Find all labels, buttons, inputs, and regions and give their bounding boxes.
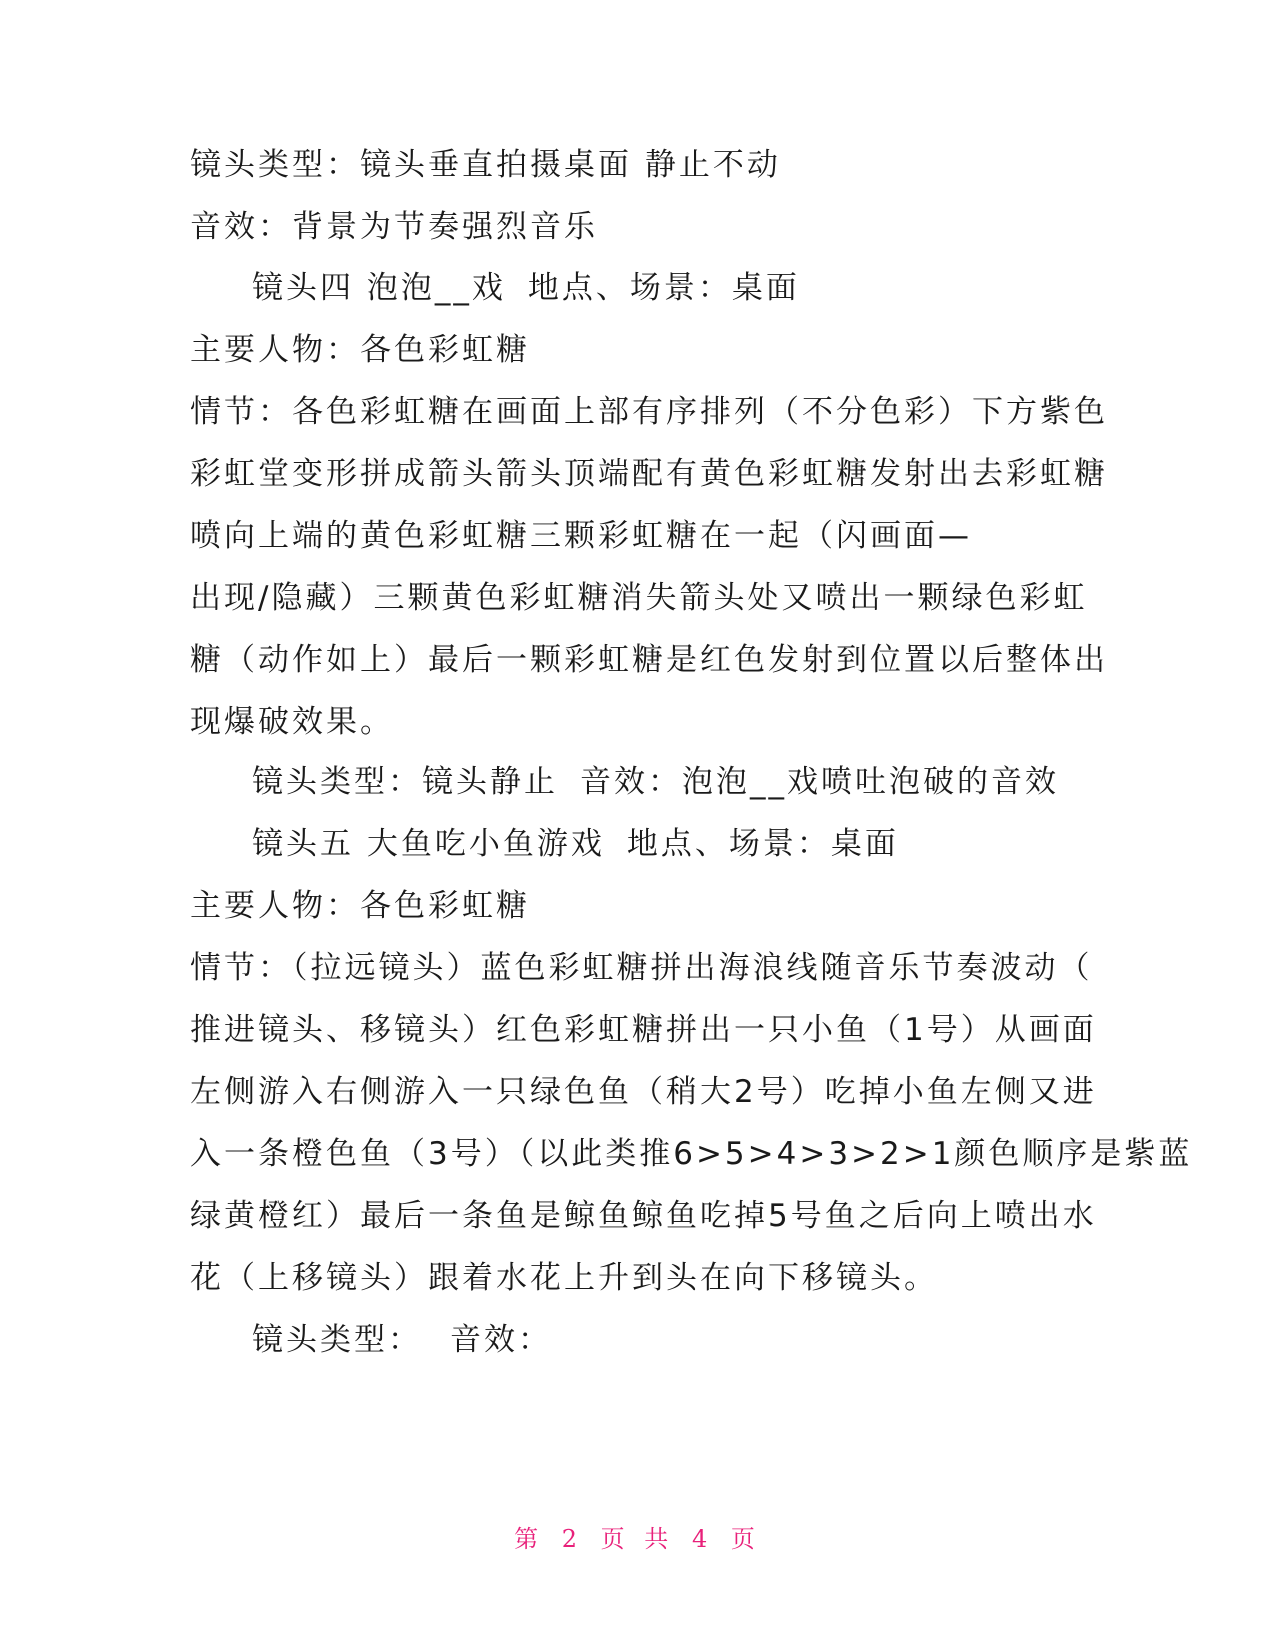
total-page-count: 4 <box>691 1525 714 1553</box>
text-line <box>252 824 1152 864</box>
text-line: 音效：背景为节奏强烈音乐 <box>190 209 598 245</box>
text-line <box>252 762 1152 802</box>
text-line: 情节：各色彩虹糖在画面上部有序排列（不分色彩）下方紫色 <box>190 394 1108 430</box>
text-line: 糖（动作如上）最后一颗彩虹糖是红色发射到位置以后整体出 <box>190 642 1108 678</box>
text-line: 左侧游入右侧游入一只绿色鱼（稍大2号）吃掉小鱼左侧又进 <box>190 1074 1097 1110</box>
text-line: 推进镜头、移镜头）红色彩虹糖拼出一只小鱼（1号）从画面 <box>190 1012 1097 1048</box>
text-line: 情节：（拉远镜头）蓝色彩虹糖拼出海浪线随音乐节奏波动（ <box>190 950 1093 986</box>
text-line: 喷向上端的黄色彩虹糖三颗彩虹糖在一起（闪画面— <box>190 518 972 554</box>
sound-effect: 音效： <box>450 1322 552 1358</box>
text-line: 镜头类型：镜头垂直拍摄桌面 静止不动 <box>190 147 781 183</box>
scene-location: 地点、场景：桌面 <box>626 826 899 862</box>
shot-type: 镜头类型：镜头静止 <box>252 764 558 800</box>
footer-middle: 页 共 <box>600 1525 675 1553</box>
text-line: 主要人物：各色彩虹糖 <box>190 888 530 924</box>
text-line <box>252 268 1152 308</box>
text-line: 彩虹堂变形拼成箭头箭头顶端配有黄色彩虹糖发射出去彩虹糖 <box>190 456 1108 492</box>
text-line: 入一条橙色鱼（3号）（以此类推6>5>4>3>2>1颜色顺序是紫蓝 <box>190 1136 1193 1172</box>
shot-type: 镜头类型： <box>252 1322 422 1358</box>
sound-effect: 音效：泡泡__戏喷吐泡破的音效 <box>580 764 1059 800</box>
text-line <box>252 1320 1152 1360</box>
footer-prefix: 第 <box>514 1525 545 1553</box>
scene-heading: 镜头五 大鱼吃小鱼游戏 <box>252 826 605 862</box>
page-footer <box>0 1524 1275 1554</box>
text-line: 出现/隐藏）三颗黄色彩虹糖消失箭头处又喷出一颗绿色彩虹 <box>190 580 1088 616</box>
scene-location: 地点、场景：桌面 <box>527 270 800 306</box>
text-line: 主要人物：各色彩虹糖 <box>190 332 530 368</box>
scene-heading: 镜头四 泡泡__戏 <box>252 270 506 306</box>
text-line: 花（上移镜头）跟着水花上升到头在向下移镜头。 <box>190 1260 938 1296</box>
current-page-number: 2 <box>561 1525 584 1553</box>
text-line: 绿黄橙红）最后一条鱼是鲸鱼鲸鱼吃掉5号鱼之后向上喷出水 <box>190 1198 1097 1234</box>
footer-suffix: 页 <box>730 1525 761 1553</box>
text-line: 现爆破效果。 <box>190 704 394 740</box>
